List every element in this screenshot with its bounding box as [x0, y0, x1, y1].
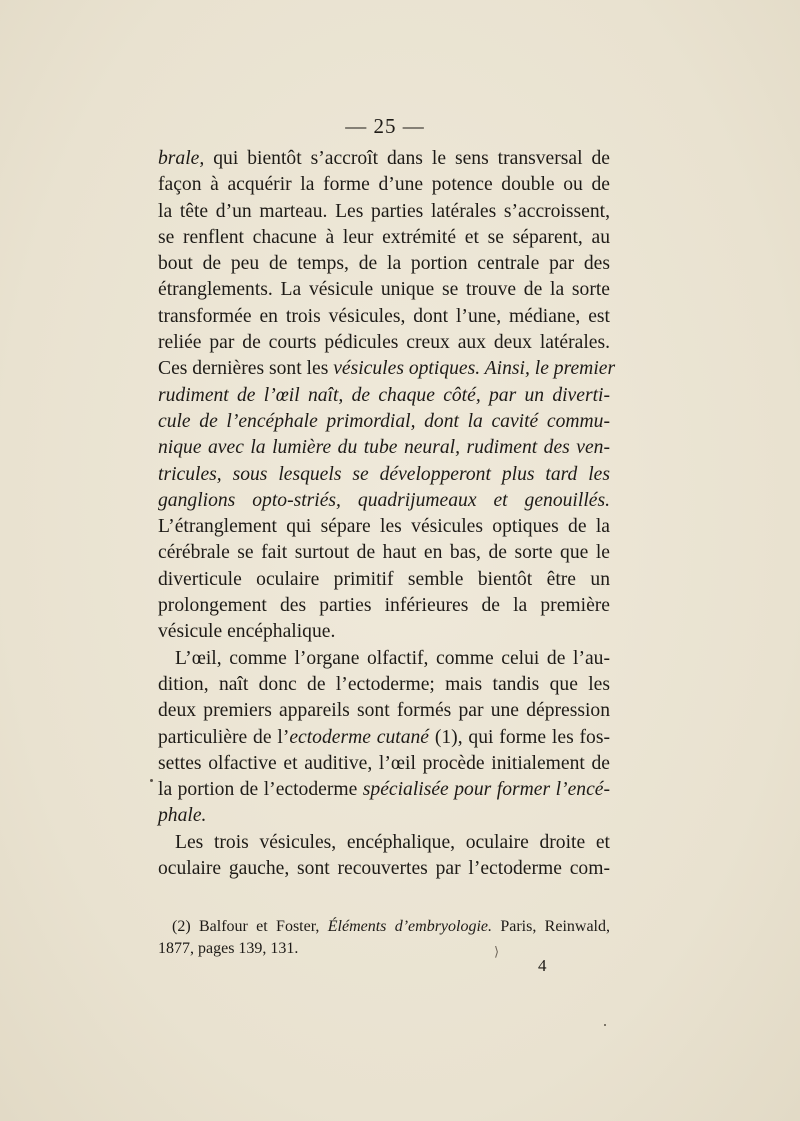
text-run: settes olfactive et auditive, l’œil procède initialement de [158, 752, 610, 774]
italic-run: vésicules optiques. Ainsi, le premier [333, 358, 616, 380]
text-line [158, 462, 610, 488]
ink-speck [150, 779, 153, 782]
text-line [158, 225, 610, 251]
text-line [158, 567, 610, 593]
italic-run: spécialisée pour former l’encé- [362, 779, 610, 801]
text-line [158, 330, 610, 356]
footnote [158, 916, 610, 960]
footnote-mark: ⟩ [494, 944, 500, 959]
text-run: 1877, pages 139, 131. [158, 940, 299, 957]
ink-speck [604, 1024, 606, 1026]
text-line [158, 803, 610, 829]
text-run: la portion de l’ectoderme [158, 779, 363, 801]
text-line [158, 698, 610, 724]
text-run: Paris, Reinwald, [492, 918, 611, 935]
signature-mark: 4 [538, 956, 547, 975]
text-run: diverticule oculaire primitif semble bientôt être un [158, 568, 610, 590]
italic-run: rudiment de l’œil naît, de chaque côté, par un diverti- [158, 384, 610, 406]
italic-run: tricules, sous lesquels se développeront plus tard les [158, 463, 610, 485]
text-run: deux premiers appareils sont formés par une dépression [158, 700, 610, 722]
text-line [158, 777, 610, 803]
text-line [158, 646, 610, 672]
text-line [158, 514, 610, 540]
italic-run: brale, [158, 148, 205, 169]
text-line [158, 251, 610, 277]
text-run: (1), qui forme les fos- [429, 726, 610, 748]
text-line [158, 619, 610, 645]
text-run: L’étranglement qui sépare les vésicules optiques de la [158, 516, 610, 538]
text-run: vésicule encéphalique. [158, 621, 336, 643]
text-line [158, 672, 610, 698]
text-run: cérébrale se fait surtout de haut en bas, de sorte que le [158, 542, 610, 564]
italic-run: cule de l’encéphale primordial, dont la cavité commu- [158, 410, 610, 432]
text-run: Ces dernières sont les [158, 358, 334, 380]
text-line [158, 409, 610, 435]
text-run: particulière de l’ [158, 726, 290, 748]
text-run: (2) Balfour et Foster, [172, 918, 328, 935]
text-run: bout de peu de temps, de la portion centrale par des [158, 253, 610, 275]
text-run: L’œil, comme l’organe olfactif, comme celui de l’au- [175, 647, 610, 669]
italic-run: phale. [158, 805, 207, 827]
text-line [158, 540, 610, 566]
text-run: façon à acquérir la forme d’une potence double ou de [158, 174, 610, 196]
text-line [158, 751, 610, 777]
italic-run: nique avec la lumière du tube neural, rudiment des ven- [158, 437, 610, 459]
text-line [158, 277, 610, 303]
page-number: — 25 — [345, 114, 425, 138]
italic-run: ectoderme cutané [289, 726, 430, 748]
text-run: prolongement des parties inférieures de la première [158, 595, 610, 617]
text-run: transformée en trois vésicules, dont l’une, médiane, est [158, 305, 610, 327]
footnote-line [158, 916, 610, 938]
text-line [158, 383, 610, 409]
text-line [158, 304, 610, 330]
text-line [158, 172, 610, 198]
text-line [158, 488, 610, 514]
text-run: qui bientôt s’accroît dans le sens transversal de [204, 148, 610, 169]
italic-run: Éléments d’embryologie. [327, 918, 493, 935]
text-line [158, 725, 610, 751]
text-line [158, 593, 610, 619]
body-text [158, 146, 616, 882]
italic-run: ganglions opto-striés, quadrijumeaux et genouillés. [158, 489, 610, 511]
text-line [158, 199, 610, 225]
text-line [158, 356, 616, 382]
text-line [158, 856, 610, 882]
text-run: dition, naît donc de l’ectoderme; mais tandis que les [158, 673, 610, 695]
text-run: la tête d’un marteau. Les parties latérales s’accroissent, [158, 200, 610, 222]
text-run: étranglements. La vésicule unique se trouve de la sorte [158, 279, 610, 301]
text-run: reliée par de courts pédicules creux aux deux latérales. [158, 332, 610, 354]
text-line [158, 435, 610, 461]
text-line [158, 830, 610, 856]
text-line [158, 146, 610, 172]
text-run: se renflent chacune à leur extrémité et se séparent, au [158, 226, 610, 248]
text-run: oculaire gauche, sont recouvertes par l’ectoderme com- [158, 858, 610, 880]
text-run: Les trois vésicules, encéphalique, oculaire droite et [175, 831, 610, 853]
